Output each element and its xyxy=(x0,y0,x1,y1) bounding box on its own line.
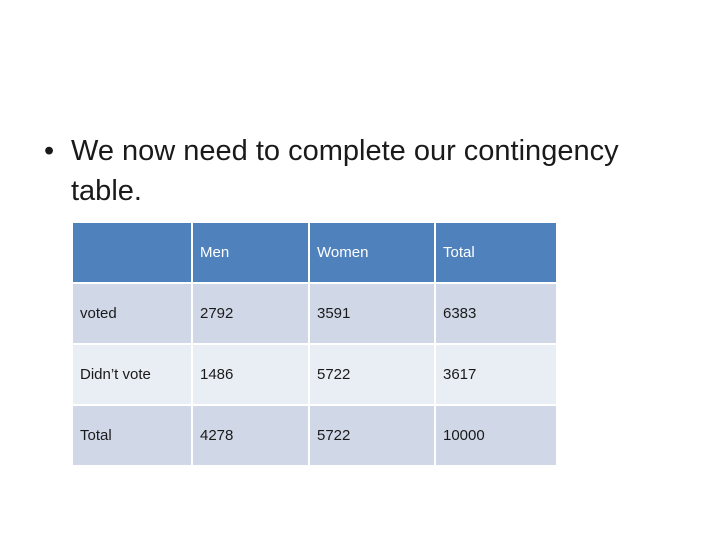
row-label: Total xyxy=(72,405,192,466)
bullet-dot-icon: • xyxy=(44,135,55,167)
table-row xyxy=(72,283,557,344)
table-cell: 3591 xyxy=(309,283,435,344)
table-cell: 6383 xyxy=(435,283,557,344)
bullet-text-line-2: table. xyxy=(71,175,142,207)
bullet-text-line-1: We now need to complete our contingency xyxy=(71,135,619,167)
table-cell: 2792 xyxy=(192,283,309,344)
contingency-table xyxy=(71,221,558,467)
header-cell-women: Women xyxy=(309,222,435,283)
table-cell: 4278 xyxy=(192,405,309,466)
header-cell-total: Total xyxy=(435,222,557,283)
row-label: voted xyxy=(72,283,192,344)
table-cell: 1486 xyxy=(192,344,309,405)
table-cell: 5722 xyxy=(309,344,435,405)
table-cell: 3617 xyxy=(435,344,557,405)
table-cell: 5722 xyxy=(309,405,435,466)
header-cell-men: Men xyxy=(192,222,309,283)
row-label: Didn’t vote xyxy=(72,344,192,405)
table-header-row xyxy=(72,222,557,283)
table-row xyxy=(72,405,557,466)
table-cell: 10000 xyxy=(435,405,557,466)
header-cell-corner xyxy=(72,222,192,283)
table-row xyxy=(72,344,557,405)
bullet-point xyxy=(44,131,664,211)
